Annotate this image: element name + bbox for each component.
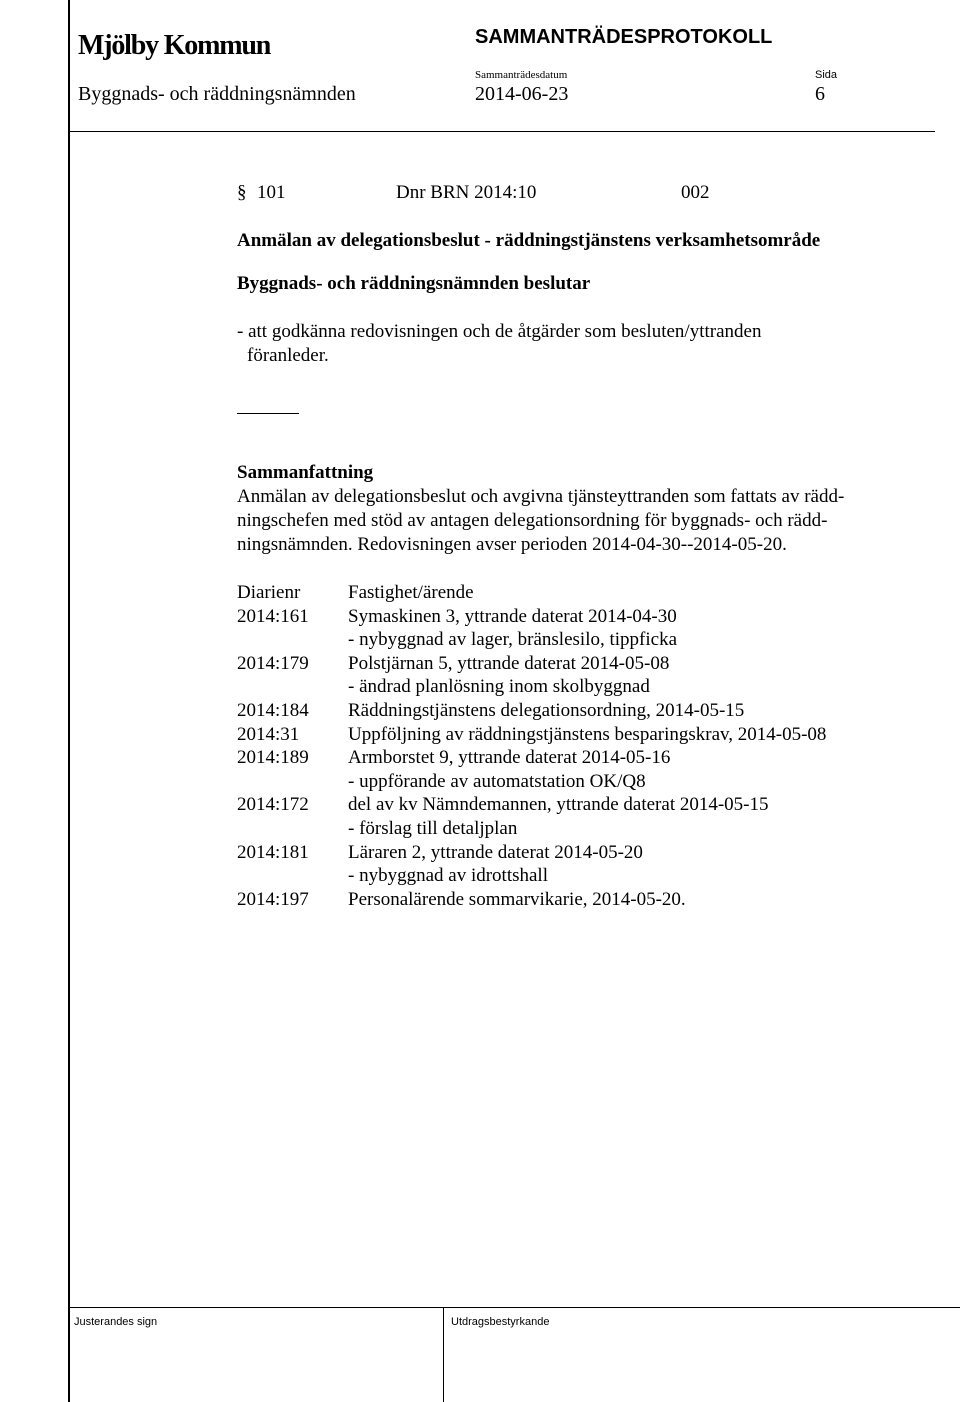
summary-heading: Sammanfattning	[237, 462, 374, 483]
list-item-text: Polstjärnan 5, yttrande daterat 2014-05-08	[348, 652, 670, 674]
column-header-fastighet: Fastighet/ärende	[348, 582, 474, 603]
meeting-date-label: Sammanträdesdatum	[475, 69, 568, 81]
list-item-text: - nybyggnad av idrottshall	[348, 865, 548, 887]
item-number: 101	[257, 182, 286, 203]
dnr: Dnr BRN 2014:10	[396, 182, 537, 203]
page-label: Sida	[815, 69, 838, 81]
list-item-text: Armborstet 9, yttrande daterat 2014-05-16	[348, 747, 671, 769]
municipality-name: Mjölby Kommun	[78, 30, 271, 61]
list-item-diarienr: 2014:189	[237, 747, 309, 769]
separator-rule	[237, 413, 299, 414]
list-item-text: - ändrad planlösning inom skolbyggnad	[348, 676, 650, 698]
page-number: 6	[815, 83, 825, 105]
list-item-diarienr: 2014:172	[237, 794, 309, 816]
summary-line: Anmälan av delegationsbeslut och avgivna tjänsteyttranden som fattats av rädd-	[237, 486, 845, 507]
list-item-text: Läraren 2, yttrande daterat 2014-05-20	[348, 841, 643, 863]
list-item-text: Räddningstjänstens delegationsordning, 2014-05-15	[348, 699, 745, 721]
column-header-diarienr: Diarienr	[237, 582, 301, 603]
list-item-diarienr: 2014:181	[237, 841, 309, 863]
decision-line: föranleder.	[247, 345, 329, 366]
header-rule	[68, 131, 935, 132]
footer-rule	[68, 1307, 960, 1308]
sign-label: Justerandes sign	[74, 1316, 158, 1328]
section-number	[237, 181, 286, 205]
meeting-date: 2014-06-23	[475, 83, 569, 105]
list-item-text: - nybyggnad av lager, bränslesilo, tippficka	[348, 629, 678, 651]
list-item-text: - uppförande av automatstation OK/Q8	[348, 770, 646, 792]
list-item-diarienr: 2014:184	[237, 699, 309, 721]
list-item-text: del av kv Nämndemannen, yttrande daterat 2014-05-15	[348, 794, 769, 816]
item-title: Anmälan av delegationsbeslut - räddningstjänstens verksamhetsområde	[237, 230, 821, 251]
list-item-text: Uppföljning av räddningstjänstens besparingskrav, 2014-05-08	[348, 723, 827, 745]
section-sign: §	[237, 182, 247, 203]
committee-name: Byggnads- och räddningsnämnden	[78, 83, 356, 105]
list-item-text: Personalärende sommarvikarie, 2014-05-20.	[348, 888, 686, 910]
decision-heading: Byggnads- och räddningsnämnden beslutar	[237, 273, 591, 294]
list-item-diarienr: 2014:179	[237, 652, 309, 674]
summary-line: ningschefen med stöd av antagen delegationsordning för byggnads- och rädd-	[237, 510, 828, 531]
footer-divider	[443, 1307, 444, 1402]
extract-label: Utdragsbestyrkande	[451, 1316, 550, 1328]
list-item-diarienr: 2014:161	[237, 605, 309, 627]
summary-line: ningsnämnden. Redovisningen avser perioden 2014-04-30--2014-05-20.	[237, 534, 787, 555]
list-item-diarienr: 2014:197	[237, 888, 309, 910]
decision-line: - att godkänna redovisningen och de åtgärder som besluten/yttranden	[237, 321, 762, 342]
left-margin-rule	[68, 0, 70, 1402]
list-item-text: - förslag till detaljplan	[348, 817, 518, 839]
dnr-code: 002	[681, 182, 710, 203]
list-item-diarienr: 2014:31	[237, 723, 300, 745]
list-item-text: Symaskinen 3, yttrande daterat 2014-04-30	[348, 605, 677, 627]
document-type: SAMMANTRÄDESPROTOKOLL	[475, 26, 773, 48]
